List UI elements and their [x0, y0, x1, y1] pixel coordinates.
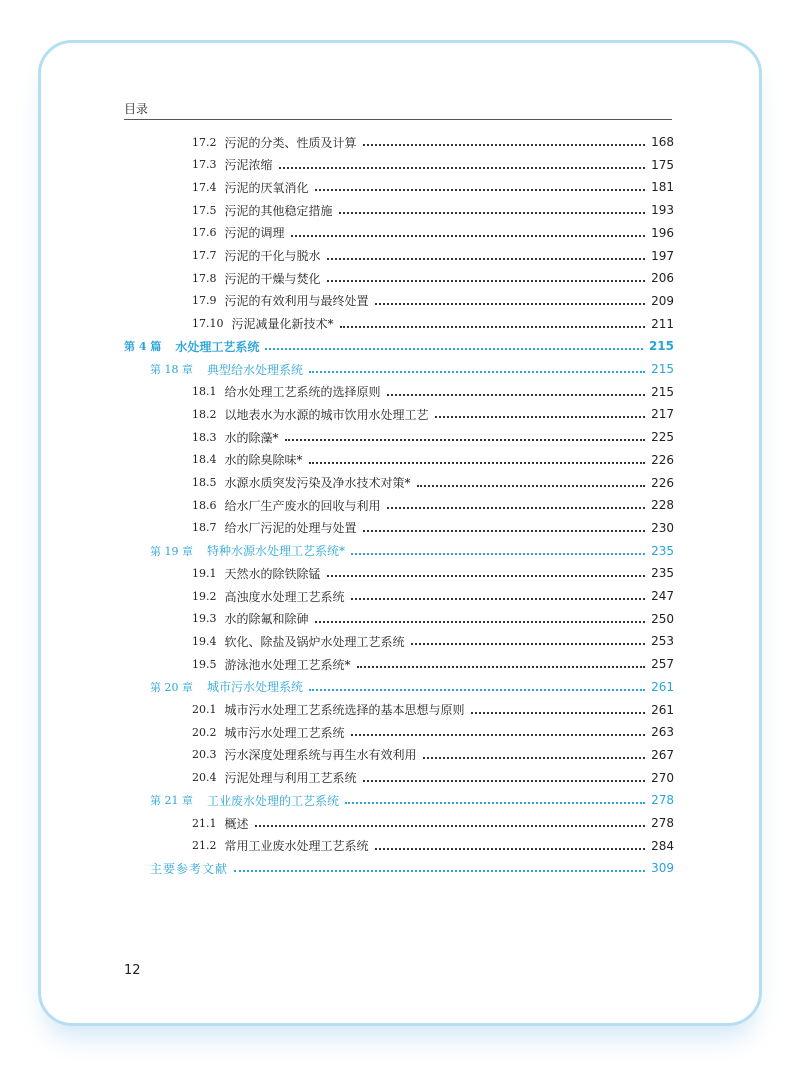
toc-title: 污泥减量化新技术* [231, 317, 334, 332]
dot-leader [345, 802, 645, 804]
toc-number: 18.2 [192, 407, 217, 421]
toc-number: 20.4 [192, 771, 217, 785]
toc-page-number: 197 [651, 248, 674, 263]
toc-title: 污泥处理与利用工艺系统 [224, 771, 357, 786]
dot-leader [339, 212, 646, 214]
toc-entry-section[interactable] [192, 836, 674, 856]
dot-leader [309, 462, 646, 464]
toc-page-number: 247 [651, 589, 674, 603]
toc-entry-chapter[interactable] [150, 359, 674, 379]
dot-leader [327, 575, 646, 577]
toc-number: 17.3 [192, 158, 217, 172]
dot-leader [315, 621, 646, 623]
dot-leader [255, 825, 646, 827]
toc-entry-section[interactable] [192, 700, 674, 720]
toc-page-number: 261 [651, 702, 674, 717]
toc-page-number: 309 [651, 861, 674, 876]
toc-entry-section[interactable] [192, 291, 674, 311]
toc-entry-section[interactable] [192, 813, 674, 833]
dot-leader [357, 666, 646, 668]
toc-entry-section[interactable] [192, 246, 674, 266]
toc-title: 城市污水处理系统 [207, 680, 304, 695]
toc-page-number: 196 [651, 225, 674, 240]
dot-leader [387, 394, 646, 396]
toc-number: 19.2 [192, 589, 217, 603]
toc-title: 水处理工艺系统 [175, 339, 260, 354]
toc-page-number: 284 [651, 838, 674, 853]
dot-leader [327, 258, 646, 260]
toc-title: 水的除氟和除砷 [224, 612, 309, 627]
toc-title: 给水厂生产废水的回收与利用 [224, 498, 381, 513]
dot-leader [375, 848, 646, 850]
toc-page-number: 215 [651, 362, 674, 376]
toc-title: 污泥的有效利用与最终处置 [224, 294, 369, 309]
page-number: 12 [124, 963, 141, 978]
toc-title: 水的除臭除味* [224, 453, 303, 468]
toc-entry-chapter[interactable] [150, 677, 674, 697]
toc-page-number: 211 [651, 316, 674, 331]
toc-page-number: 226 [651, 475, 674, 490]
toc-entry-section[interactable] [192, 223, 674, 243]
toc-title: 给水厂污泥的处理与处置 [224, 521, 357, 536]
dot-leader [417, 485, 646, 487]
toc-entry-section[interactable] [192, 177, 674, 197]
toc-number: 20.3 [192, 748, 217, 762]
toc-entry-section[interactable] [192, 722, 674, 742]
toc-title: 污水深度处理系统与再生水有效利用 [224, 748, 417, 763]
toc-number: 17.2 [192, 135, 217, 149]
toc-page-number: 228 [651, 498, 674, 513]
toc-number: 20.2 [192, 725, 217, 739]
toc-title: 特种水源水处理工艺系统* [207, 544, 346, 559]
toc-entry-section[interactable] [192, 450, 674, 470]
dot-leader [234, 870, 645, 872]
toc-title: 以地表水为水源的城市饮用水处理工艺 [224, 407, 429, 422]
toc-page-number: 235 [651, 543, 674, 558]
toc-entry-section[interactable] [192, 631, 674, 651]
toc-page-number: 235 [651, 566, 674, 581]
toc-number: 17.7 [192, 249, 217, 262]
toc-title: 游泳池水处理工艺系统* [224, 657, 351, 672]
toc-entry-refs[interactable] [150, 858, 674, 878]
toc-entry-section[interactable] [192, 268, 674, 288]
toc-title: 水的除藻* [224, 430, 279, 445]
toc-entry-section[interactable] [192, 518, 674, 538]
dot-leader [351, 598, 646, 600]
toc-number: 19.3 [192, 612, 217, 626]
toc-title: 污泥的调理 [224, 226, 285, 241]
toc-page-number: 215 [651, 384, 674, 399]
toc-entry-section[interactable] [192, 155, 674, 175]
toc-title: 天然水的除铁除锰 [224, 566, 321, 581]
toc-number: 21.1 [192, 816, 217, 830]
toc-number: 18.7 [192, 521, 217, 535]
toc-entry-section[interactable] [192, 200, 674, 220]
toc-number: 17.6 [192, 226, 217, 240]
toc-title: 污泥的干化与脱水 [224, 249, 321, 263]
toc-entry-section[interactable] [192, 563, 674, 583]
toc-title: 典型给水处理系统 [207, 362, 304, 377]
toc-page-number: 193 [651, 203, 674, 218]
dot-leader [309, 689, 645, 691]
toc-number: 18.4 [192, 453, 217, 467]
toc-number: 17.10 [192, 317, 224, 331]
toc-page-number: 261 [651, 679, 674, 694]
toc-page-number: 217 [651, 407, 674, 422]
toc-title: 水源水质突发污染及净水技术对策* [224, 476, 411, 490]
toc-page-number: 250 [651, 611, 674, 626]
dot-leader [411, 643, 646, 645]
toc-number: 17.4 [192, 180, 217, 194]
toc-title: 污泥的干燥与焚化 [224, 271, 321, 286]
toc-entry-section[interactable] [192, 609, 674, 629]
toc-page-number: 206 [651, 271, 674, 286]
dot-leader [279, 167, 646, 169]
toc-number: 17.5 [192, 203, 217, 217]
toc-page-number: 278 [651, 816, 674, 830]
toc-number: 18.3 [192, 430, 217, 444]
toc-page-number: 215 [648, 339, 674, 354]
toc-page-number: 226 [651, 452, 674, 467]
toc-page-number: 270 [651, 770, 674, 785]
toc-number: 第 4 篇 [124, 340, 162, 354]
toc-page-number: 267 [651, 747, 674, 762]
dot-leader [387, 507, 646, 509]
toc-title: 给水处理工艺系统的选择原则 [224, 385, 381, 400]
toc-title: 常用工业废水处理工艺系统 [224, 839, 369, 854]
dot-leader [363, 780, 646, 782]
toc-entry-section[interactable] [192, 586, 674, 606]
dot-leader [375, 303, 646, 305]
header-label: 目录 [124, 102, 149, 116]
toc-number: 20.1 [192, 703, 217, 716]
dot-leader [471, 712, 646, 714]
toc-page-number: 225 [651, 430, 674, 445]
toc-title: 污泥的厌氧消化 [224, 180, 309, 195]
toc-number: 18.5 [192, 476, 217, 489]
toc-entry-section[interactable] [192, 745, 674, 765]
dot-leader [351, 734, 646, 736]
toc-number: 17.8 [192, 271, 217, 285]
toc-entry-chapter[interactable] [150, 790, 674, 810]
toc-page-number: 230 [651, 520, 674, 535]
dot-leader [351, 553, 645, 555]
toc-number: 第 19 章 [150, 544, 193, 558]
toc-entry-section[interactable] [192, 427, 674, 447]
toc-title: 污泥的其他稳定措施 [224, 203, 333, 218]
toc-title: 主要参考文献 [150, 861, 229, 876]
dot-leader [309, 371, 645, 373]
dot-leader [363, 144, 646, 146]
dot-leader [291, 235, 646, 237]
toc-title: 软化、除盐及锅炉水处理工艺系统 [224, 634, 405, 649]
page-header [124, 99, 672, 120]
toc-entry-section[interactable] [192, 404, 674, 424]
dot-leader [315, 189, 646, 191]
toc-page-number: 209 [651, 293, 674, 308]
toc-number: 17.9 [192, 294, 217, 308]
toc-page-number: 278 [651, 793, 674, 808]
toc-title: 城市污水处理工艺系统 [224, 725, 345, 740]
toc-number: 19.4 [192, 634, 217, 648]
toc-entry-section[interactable] [192, 382, 674, 402]
toc-page-number: 181 [651, 180, 674, 195]
toc-number: 19.5 [192, 657, 217, 671]
toc-title: 工业废水处理的工艺系统 [207, 793, 340, 808]
toc-title: 污泥浓缩 [224, 158, 273, 173]
toc-entry-chapter[interactable] [150, 541, 674, 561]
toc-title: 高浊度水处理工艺系统 [224, 589, 345, 604]
dot-leader [340, 326, 646, 328]
toc-number: 第 18 章 [150, 363, 193, 376]
toc-entry-section[interactable] [192, 314, 674, 334]
toc-number: 第 20 章 [150, 680, 193, 694]
toc-page-number: 253 [651, 634, 674, 649]
toc-title: 污泥的分类、性质及计算 [224, 135, 357, 150]
toc-number: 18.1 [192, 385, 217, 399]
dot-leader [435, 416, 646, 418]
toc-page-number: 257 [651, 657, 674, 672]
dot-leader [363, 530, 646, 532]
dot-leader [423, 757, 646, 759]
toc-number: 21.2 [192, 839, 217, 853]
dot-leader [285, 439, 646, 441]
toc-number: 第 21 章 [150, 794, 193, 808]
toc-number: 19.1 [192, 566, 217, 580]
toc-page-number: 175 [651, 157, 674, 172]
toc-entry-part[interactable] [124, 336, 674, 356]
toc-entry-section[interactable] [192, 768, 674, 788]
toc-entry-section[interactable] [192, 132, 674, 152]
toc-page-number: 263 [651, 725, 674, 740]
toc-entry-section[interactable] [192, 654, 674, 674]
toc-entry-section[interactable] [192, 495, 674, 515]
dot-leader [265, 348, 643, 350]
toc-number: 18.6 [192, 498, 217, 512]
dot-leader [327, 280, 646, 282]
toc-entry-section[interactable] [192, 473, 674, 493]
toc-title: 概述 [224, 816, 249, 831]
toc-page-number: 168 [651, 135, 674, 149]
toc-title: 城市污水处理工艺系统选择的基本思想与原则 [224, 703, 465, 717]
